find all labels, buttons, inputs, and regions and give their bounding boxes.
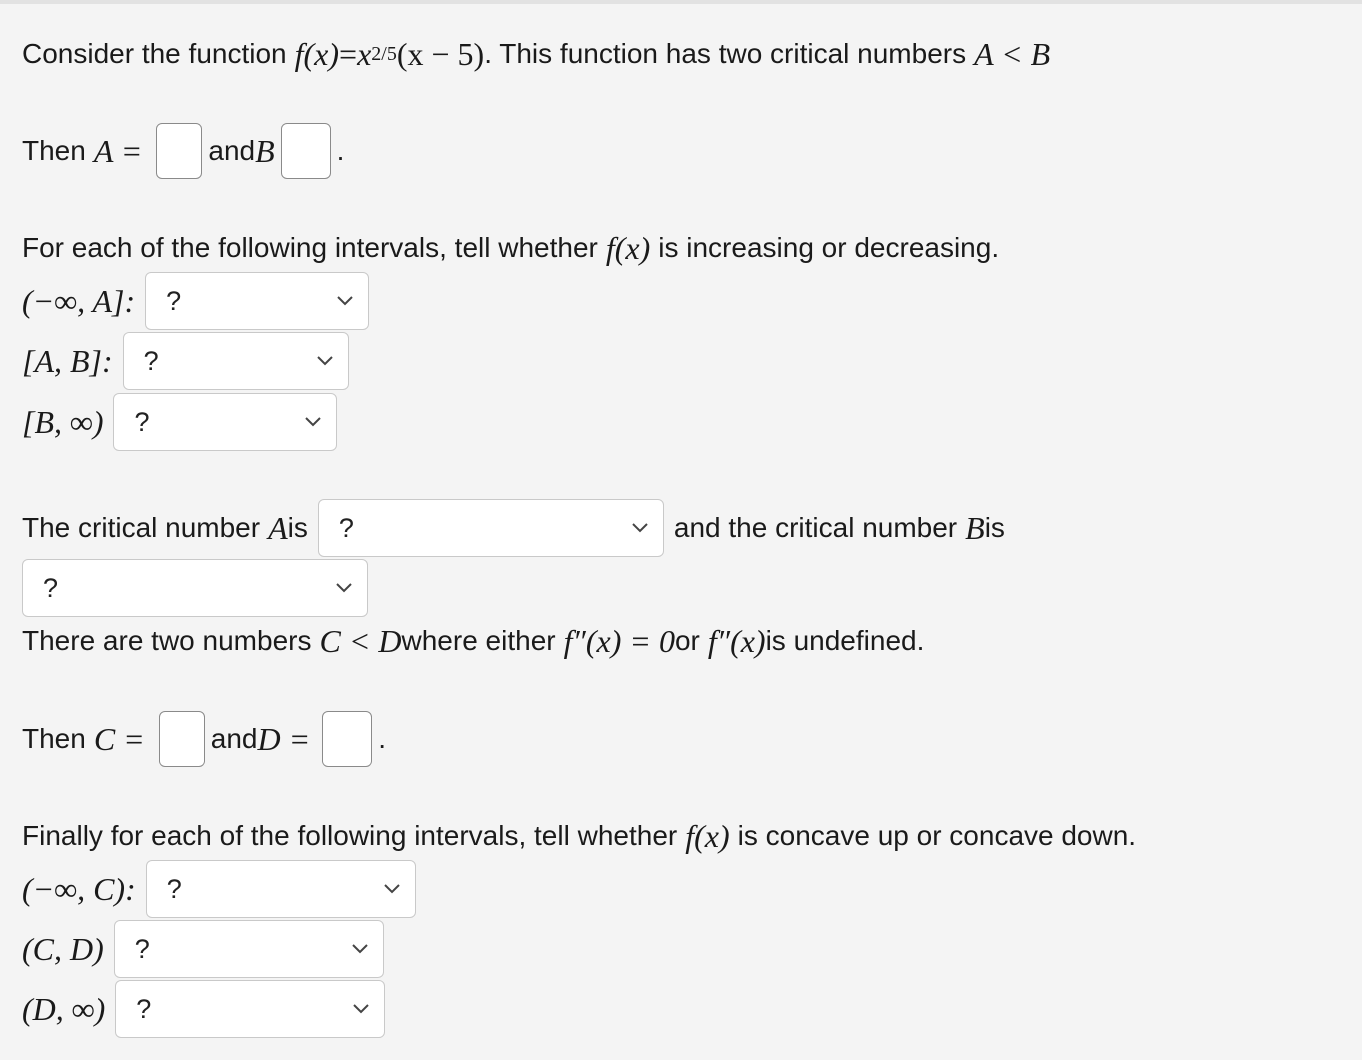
then-label: Then [22,135,86,166]
interval-row [22,272,369,330]
and-label: and [210,723,258,754]
select-value: ? [143,346,159,376]
inflection-CltD: C < D [319,623,402,659]
concavity-interval-row [22,860,416,918]
concavity-instruction-suffix: is concave up or concave down. [737,820,1137,851]
inflection-middle: where either [401,625,556,656]
concavity-instruction [22,816,1136,856]
inflection-f2b: f″(x) [707,623,766,659]
classify-is: is [287,512,308,543]
classify-line [22,499,1005,557]
A-input[interactable] [156,123,202,179]
chevron-down-icon [351,943,369,955]
select-value: ? [166,874,182,904]
concavity-function: f(x) [685,818,730,854]
concavity-select[interactable] [114,920,384,978]
interval-row [22,332,349,390]
B-input[interactable] [281,123,331,179]
increasing-decreasing-select[interactable] [123,332,349,390]
D-input[interactable] [322,711,372,767]
critical-A-type-select[interactable] [318,499,664,557]
interval-row [22,393,337,451]
select-value: ? [134,934,150,964]
chevron-down-icon [304,416,322,428]
classify-A: A [268,510,288,546]
classify-B-row [22,559,368,617]
chevron-down-icon [336,295,354,307]
intro-function: f(x) [294,36,340,72]
monotonic-instruction-prefix: For each of the following intervals, tell whether [22,232,598,263]
increasing-decreasing-select[interactable] [145,272,369,330]
interval-label: (C, D) [22,931,104,967]
critical-B-type-select[interactable] [22,559,368,617]
concavity-interval-row [22,920,384,978]
interval-label: (−∞, A]: [22,283,136,319]
interval-label: (−∞, C): [22,871,136,907]
classify-B: B [965,510,985,546]
select-value: ? [134,407,150,437]
monotonic-instruction [22,228,999,268]
critical-values-line [22,122,344,180]
C-label: C = [93,721,145,757]
period: . [378,723,386,754]
inflection-line [22,621,924,661]
intro-line [22,34,1050,74]
concavity-select[interactable] [115,980,385,1038]
inflection-or: or [674,625,700,656]
interval-label: (D, ∞) [22,991,106,1027]
chevron-down-icon [352,1003,370,1015]
intro-factor: (x − 5) [396,36,485,72]
select-value: ? [43,573,59,603]
increasing-decreasing-select[interactable] [113,393,337,451]
concavity-interval-row [22,980,385,1038]
and-label: and [208,135,256,166]
intro-suffix: . This function has two critical numbers [484,38,967,69]
period: . [336,135,345,166]
intro-base: x [357,36,372,72]
select-value: ? [338,513,354,543]
chevron-down-icon [383,883,401,895]
interval-label: [B, ∞) [22,404,104,440]
select-value: ? [136,994,152,1024]
monotonic-instruction-suffix: is increasing or decreasing. [658,232,1000,263]
select-value: ? [166,286,182,316]
chevron-down-icon [316,355,334,367]
cd-values-line [22,710,386,768]
inflection-suffix: is undefined. [765,625,925,656]
B-label: B [255,133,275,169]
then-label: Then [22,723,86,754]
D-label: D = [257,721,311,757]
top-divider [0,0,1362,4]
intro-exponent: 2/5 [371,43,397,65]
inflection-f2: f″(x) = 0 [563,623,675,659]
concavity-instruction-prefix: Finally for each of the following intervals, tell whether [22,820,678,851]
classify-prefix: The critical number [22,512,261,543]
classify-is-B: is [984,512,1005,543]
chevron-down-icon [335,582,353,594]
chevron-down-icon [631,522,649,534]
C-input[interactable] [159,711,205,767]
classify-middle: and the critical number [673,512,958,543]
intro-AltB: A < B [974,36,1051,72]
monotonic-function: f(x) [605,230,651,266]
concavity-select[interactable] [146,860,416,918]
intro-prefix: Consider the function [22,38,287,69]
inflection-prefix: There are two numbers [22,625,312,656]
intro-equals: = [339,36,358,72]
A-label: A = [93,133,143,169]
interval-label: [A, B]: [22,343,113,379]
